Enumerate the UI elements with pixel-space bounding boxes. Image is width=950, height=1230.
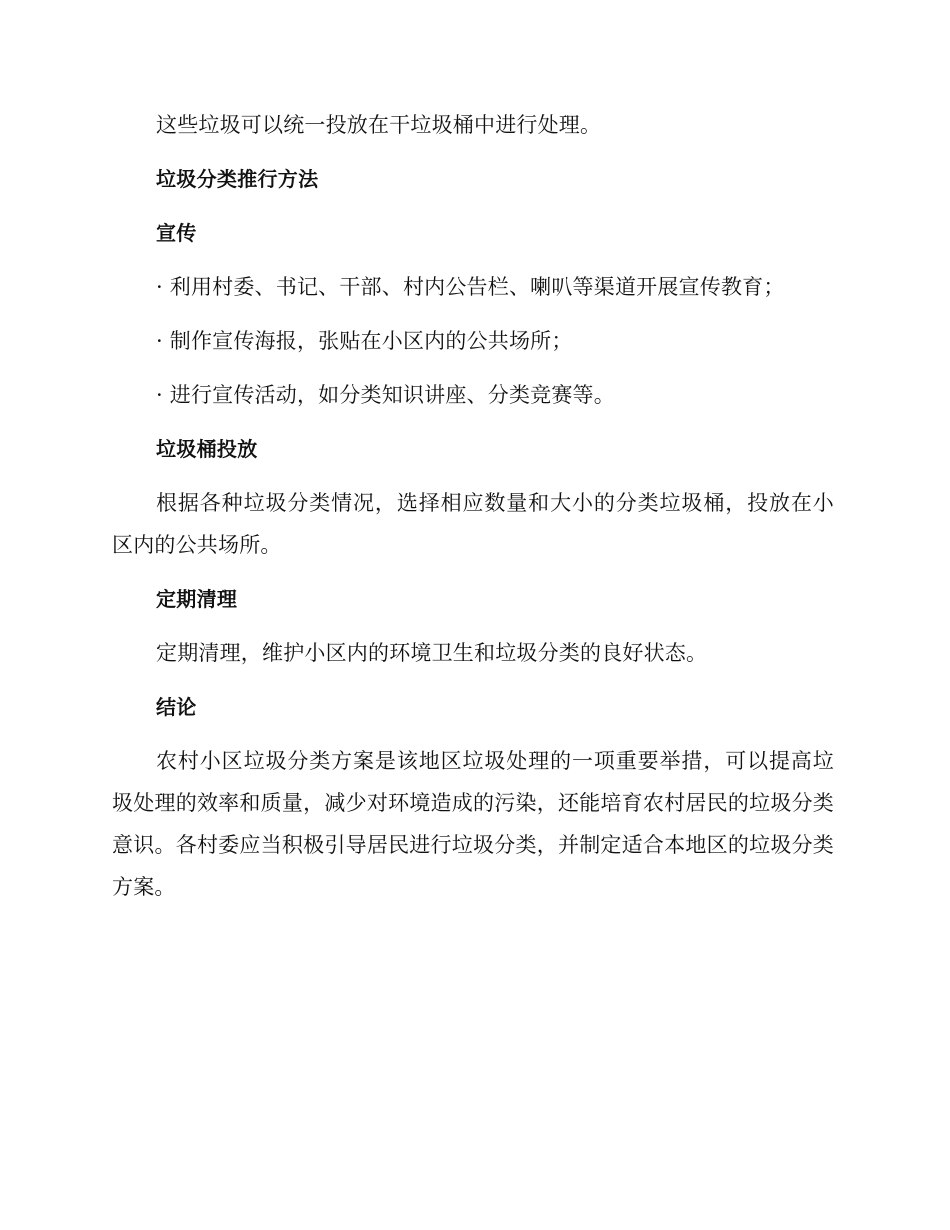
paragraph-conclusion: 农村小区垃圾分类方案是该地区垃圾处理的一项重要举措，可以提高垃圾处理的效率和质量，减少对环境造成的污染，还能培育农村居民的垃圾分类意识。各村委应当积极引导居民进行垃圾分类，并制定适合本地区的垃圾分类方案。: [112, 749, 834, 899]
document-body: [112, 104, 834, 920]
paragraph-bin-placement: 根据各种垃圾分类情况，选择相应数量和大小的分类垃圾桶，投放在小区内的公共场所。: [112, 491, 834, 557]
heading-promotion-methods: 垃圾分类推行方法: [156, 167, 319, 191]
bullet-posters: · 制作宣传海报，张贴在小区内的公共场所；: [156, 329, 573, 353]
heading-publicity: 宣传: [156, 221, 197, 245]
paragraph-dry-waste-disposal: 这些垃圾可以统一投放在干垃圾桶中进行处理。: [156, 113, 602, 137]
bullet-activities: · 进行宣传活动，如分类知识讲座、分类竞赛等。: [156, 383, 615, 407]
heading-conclusion: 结论: [156, 695, 197, 719]
bullet-publicity-channels: · 利用村委、书记、干部、村内公告栏、喇叭等渠道开展宣传教育；: [156, 275, 785, 299]
paragraph-regular-cleaning: 定期清理，维护小区内的环境卫生和垃圾分类的良好状态。: [156, 641, 708, 665]
heading-bin-placement: 垃圾桶投放: [156, 437, 258, 461]
heading-regular-cleaning: 定期清理: [156, 587, 238, 611]
